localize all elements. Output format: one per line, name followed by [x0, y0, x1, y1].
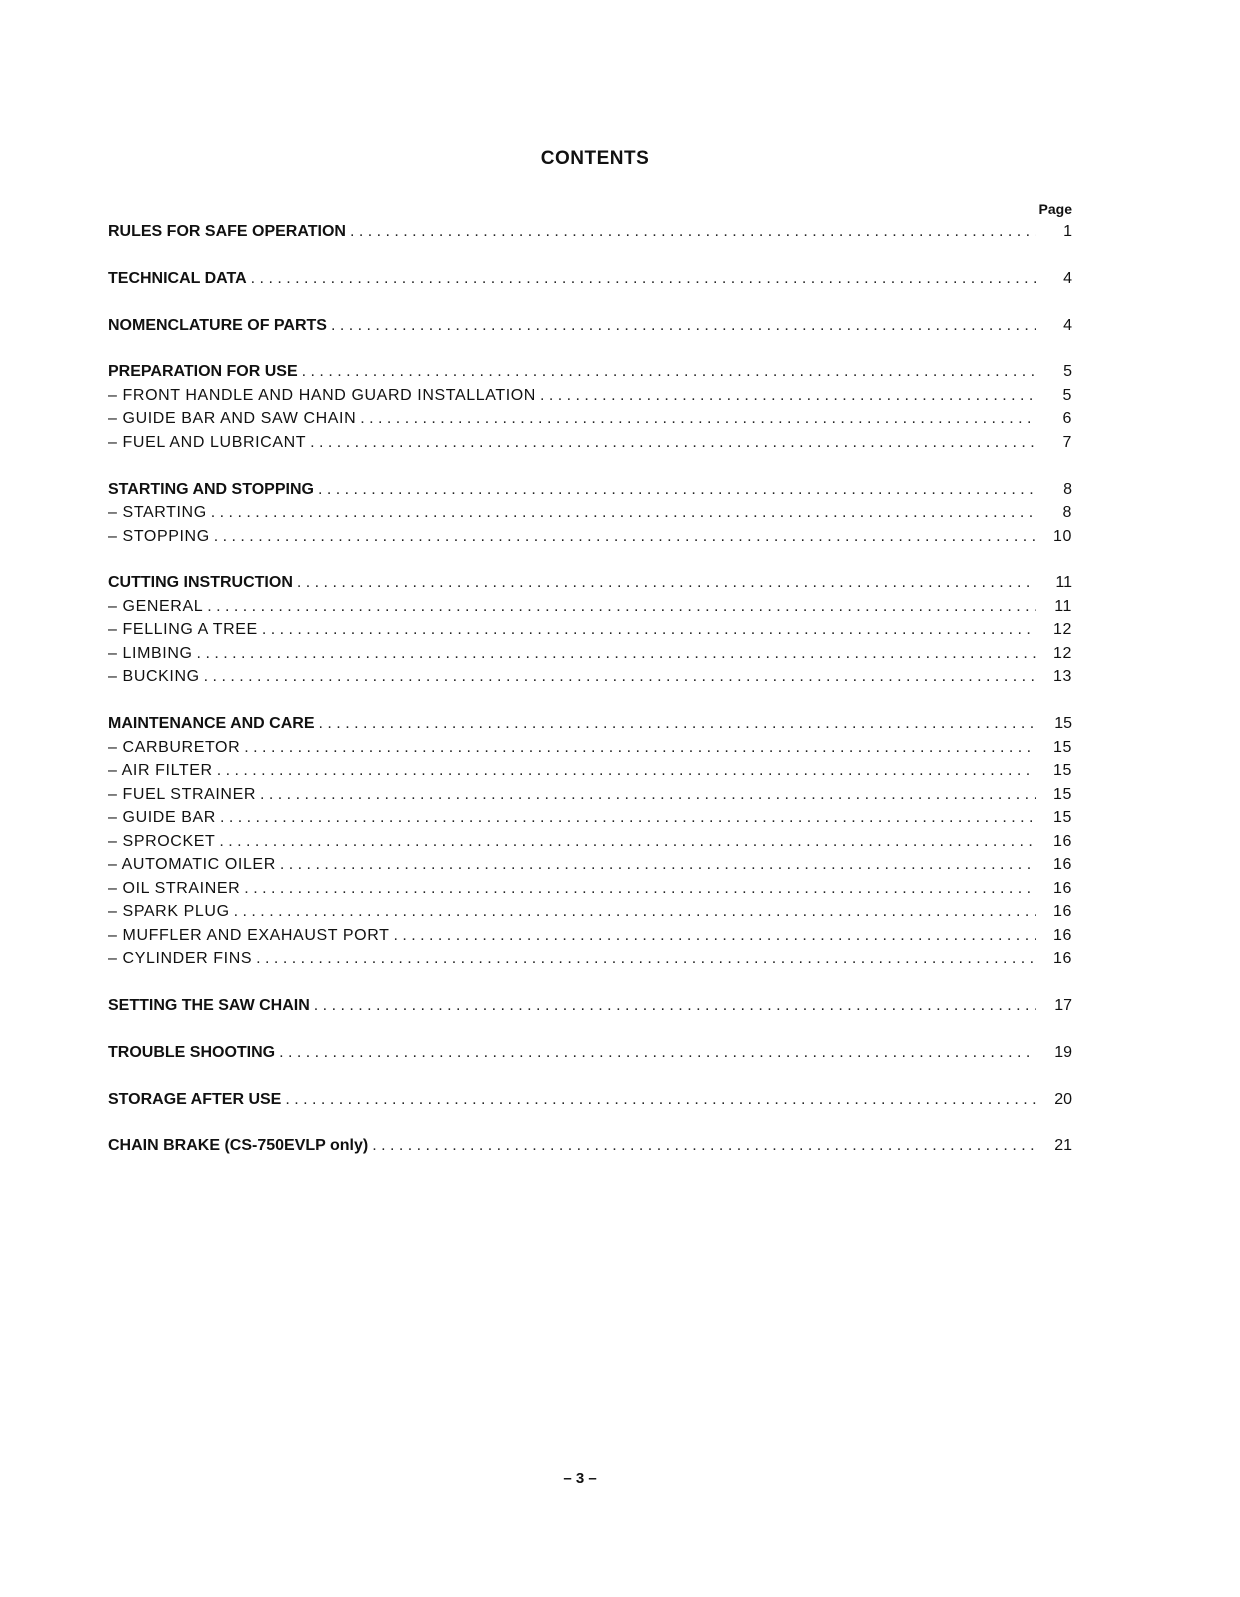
toc-section-entry: [108, 314, 1072, 338]
toc-entry-label: – CARBURETOR: [108, 738, 241, 756]
toc-subsection-entry: [108, 759, 1072, 783]
toc-entry-label: – GUIDE BAR AND SAW CHAIN: [108, 410, 357, 428]
dot-leader: [262, 618, 1036, 642]
toc-entry-label: – BUCKING: [108, 668, 200, 686]
toc-section-entry: [108, 267, 1072, 291]
toc-entry-label: SETTING THE SAW CHAIN: [108, 997, 310, 1015]
dot-leader: [204, 665, 1036, 689]
table-of-contents: [108, 220, 1072, 1158]
toc-subsection-entry: [108, 431, 1072, 455]
toc-entry-label: – AIR FILTER: [108, 762, 213, 780]
toc-section-entry: [108, 360, 1072, 384]
toc-section-entry: [108, 1088, 1072, 1112]
toc-entry-label: CHAIN BRAKE (CS-750EVLP only): [108, 1137, 369, 1155]
page-title: CONTENTS: [540, 148, 650, 169]
toc-subsection-entry: [108, 924, 1072, 948]
toc-entry-page: 12: [1053, 644, 1072, 662]
toc-subsection-entry: [108, 783, 1072, 807]
dot-leader: [260, 783, 1036, 807]
toc-entry-label: – SPARK PLUG: [108, 903, 230, 921]
dot-leader: [393, 924, 1036, 948]
toc-entry-page: 16: [1053, 903, 1072, 921]
toc-entry-label: MAINTENANCE AND CARE: [108, 715, 315, 733]
dot-leader: [207, 595, 1036, 619]
toc-entry-label: – CYLINDER FINS: [108, 950, 253, 968]
dot-leader: [285, 1088, 1036, 1112]
toc-entry-page: 21: [1054, 1137, 1072, 1155]
toc-entry-label: – STOPPING: [108, 527, 210, 545]
page-number-footer: – 3 –: [563, 1470, 597, 1487]
toc-entry-page: 11: [1055, 574, 1072, 592]
toc-entry-label: TROUBLE SHOOTING: [108, 1043, 276, 1061]
toc-entry-page: 19: [1054, 1043, 1072, 1061]
dot-leader: [256, 947, 1036, 971]
toc-subsection-entry: [108, 642, 1072, 666]
toc-entry-label: – OIL STRAINER: [108, 879, 241, 897]
toc-entry-page: 15: [1054, 715, 1072, 733]
toc-entry-label: – GUIDE BAR: [108, 809, 216, 827]
dot-leader: [217, 759, 1036, 783]
toc-subsection-entry: [108, 665, 1072, 689]
toc-entry-label: TECHNICAL DATA: [108, 269, 247, 287]
toc-subsection-entry: [108, 525, 1072, 549]
toc-entry-page: 15: [1053, 785, 1072, 803]
toc-entry-page: 15: [1053, 809, 1072, 827]
toc-entry-label: RULES FOR SAFE OPERATION: [108, 223, 346, 240]
dot-leader: [297, 571, 1036, 595]
toc-entry-page: 17: [1054, 997, 1072, 1015]
toc-entry-page: 7: [1062, 433, 1072, 451]
toc-subsection-entry: [108, 877, 1072, 901]
toc-entry-label: – STARTING: [108, 504, 207, 522]
toc-subsection-entry: [108, 853, 1072, 877]
toc-entry-page: 16: [1053, 879, 1072, 897]
toc-entry-label: – MUFFLER AND EXAHAUST PORT: [108, 926, 390, 944]
toc-entry-label: CUTTING INSTRUCTION: [108, 574, 293, 592]
toc-subsection-entry: [108, 736, 1072, 760]
dot-leader: [372, 1134, 1036, 1158]
toc-subsection-entry: [108, 407, 1072, 431]
toc-entry-page: 1: [1063, 223, 1072, 240]
dot-leader: [310, 431, 1036, 455]
toc-entry-page: 13: [1053, 668, 1072, 686]
dot-leader: [279, 1041, 1036, 1065]
toc-subsection-entry: [108, 900, 1072, 924]
toc-subsection-entry: [108, 384, 1072, 408]
toc-section-entry: [108, 220, 1072, 244]
toc-entry-page: 4: [1063, 316, 1072, 334]
dot-leader: [234, 900, 1036, 924]
toc-entry-label: – AUTOMATIC OILER: [108, 856, 276, 874]
toc-subsection-entry: [108, 806, 1072, 830]
dot-leader: [214, 525, 1036, 549]
dot-leader: [251, 267, 1036, 291]
toc-entry-page: 6: [1062, 410, 1072, 428]
toc-entry-page: 16: [1053, 926, 1072, 944]
toc-entry-label: PREPARATION FOR USE: [108, 363, 298, 381]
page-column-header: Page: [1038, 201, 1072, 217]
toc-section-entry: [108, 1041, 1072, 1065]
toc-entry-label: – FRONT HANDLE AND HAND GUARD INSTALLATION: [108, 386, 536, 404]
dot-leader: [360, 407, 1036, 431]
dot-leader: [314, 994, 1036, 1018]
toc-entry-page: 15: [1053, 762, 1072, 780]
dot-leader: [244, 877, 1036, 901]
toc-entry-label: – FUEL STRAINER: [108, 785, 256, 803]
dot-leader: [280, 853, 1036, 877]
dot-leader: [197, 642, 1036, 666]
dot-leader: [331, 314, 1036, 338]
toc-entry-label: – FUEL AND LUBRICANT: [108, 433, 307, 451]
toc-entry-page: 20: [1054, 1090, 1072, 1108]
dot-leader: [318, 478, 1036, 502]
dot-leader: [319, 712, 1036, 736]
dot-leader: [211, 501, 1036, 525]
toc-entry-label: STORAGE AFTER USE: [108, 1090, 282, 1108]
dot-leader: [350, 220, 1036, 244]
toc-subsection-entry: [108, 595, 1072, 619]
toc-entry-page: 16: [1053, 832, 1072, 850]
toc-subsection-entry: [108, 830, 1072, 854]
toc-section-entry: [108, 478, 1072, 502]
toc-section-entry: [108, 712, 1072, 736]
toc-entry-page: 5: [1063, 363, 1072, 381]
dot-leader: [220, 806, 1036, 830]
dot-leader: [540, 384, 1036, 408]
toc-section-entry: [108, 1134, 1072, 1158]
toc-entry-page: 15: [1053, 738, 1072, 756]
toc-subsection-entry: [108, 501, 1072, 525]
toc-entry-page: 16: [1053, 856, 1072, 874]
dot-leader: [219, 830, 1036, 854]
toc-entry-label: NOMENCLATURE OF PARTS: [108, 316, 327, 334]
toc-subsection-entry: [108, 618, 1072, 642]
toc-entry-page: 8: [1062, 504, 1072, 522]
toc-section-entry: [108, 571, 1072, 595]
toc-section-entry: [108, 994, 1072, 1018]
toc-entry-page: 12: [1053, 621, 1072, 639]
toc-entry-page: 4: [1063, 269, 1072, 287]
toc-entry-page: 11: [1054, 597, 1072, 615]
toc-subsection-entry: [108, 947, 1072, 971]
dot-leader: [244, 736, 1036, 760]
toc-entry-page: 10: [1053, 527, 1072, 545]
dot-leader: [302, 360, 1036, 384]
toc-entry-label: STARTING AND STOPPING: [108, 480, 314, 498]
toc-entry-label: – FELLING A TREE: [108, 621, 258, 639]
toc-entry-page: 5: [1062, 386, 1072, 404]
toc-entry-label: – LIMBING: [108, 644, 193, 662]
toc-entry-page: 8: [1063, 480, 1072, 498]
toc-entry-label: – SPROCKET: [108, 832, 216, 850]
toc-entry-label: – GENERAL: [108, 597, 204, 615]
toc-entry-page: 16: [1053, 950, 1072, 968]
